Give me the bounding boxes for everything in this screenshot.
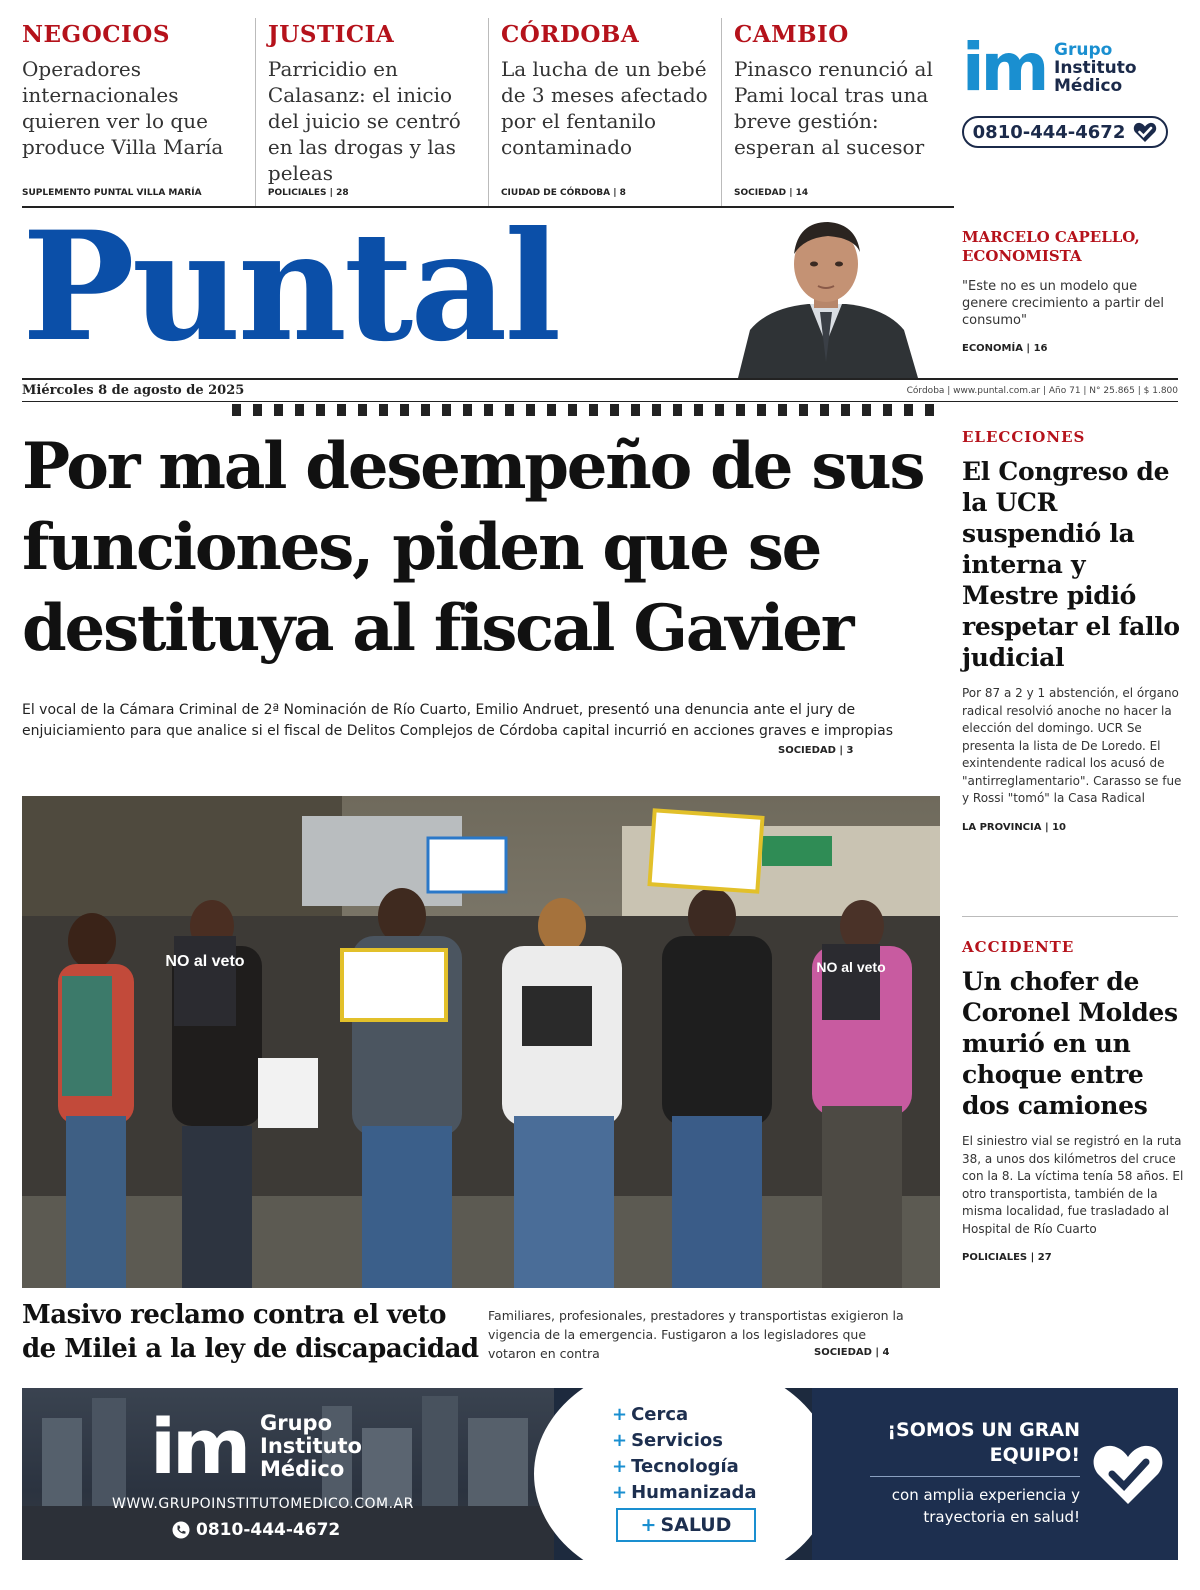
interview-name: MARCELO CAPELLO, ECONOMISTA bbox=[962, 228, 1140, 265]
protest-sign-text: NO al veto bbox=[816, 959, 886, 975]
banner-subslogan: con amplia experiencia y trayectoria en salud! bbox=[891, 1486, 1080, 1526]
teaser-negocios[interactable] bbox=[22, 18, 255, 206]
plus-icon: + bbox=[612, 1482, 628, 1503]
photo-story-body: Familiares, profesionales, prestadores y transportistas exigieron la vigencia de la emergencia. Fustigaron a los legisladores que votaron en contra bbox=[488, 1308, 904, 1361]
protest-photo[interactable] bbox=[22, 796, 940, 1288]
photo-story-ref: SOCIEDAD | 4 bbox=[814, 1347, 890, 1358]
teaser-section: JUSTICIA bbox=[267, 21, 395, 48]
teaser-ref: SUPLEMENTO PUNTAL VILLA MARÍA bbox=[22, 188, 202, 198]
banner-feature-label: Tecnología bbox=[631, 1456, 739, 1477]
im-brand-line: Grupo bbox=[1054, 40, 1113, 60]
im-brand-line: Médico bbox=[260, 1457, 345, 1481]
im-logo bbox=[962, 29, 1184, 106]
im-logo-text bbox=[260, 1412, 362, 1481]
top-teasers bbox=[22, 18, 954, 208]
teaser-section: NEGOCIOS bbox=[22, 21, 170, 48]
banner-feature-list bbox=[612, 1402, 757, 1506]
teaser-title[interactable]: Operadores internacionales quieren ver lo que produce Villa María bbox=[22, 57, 224, 159]
banner-feature-item bbox=[612, 1402, 757, 1428]
im-brand-line: Grupo bbox=[260, 1411, 333, 1435]
date-bar bbox=[22, 378, 1178, 402]
phone-icon bbox=[172, 1521, 190, 1539]
sidebar-story-accidente[interactable] bbox=[962, 938, 1184, 1263]
im-brand-line: Instituto bbox=[1054, 58, 1137, 78]
main-headline[interactable]: Por mal desempeño de sus funciones, piden que se destituya al fiscal Gavier bbox=[22, 429, 924, 666]
teaser-title[interactable]: Pinasco renunció al Pami local tras una breve gestión: esperan al sucesor bbox=[733, 57, 933, 159]
sidebar-section: ELECCIONES bbox=[962, 428, 1086, 446]
plus-icon: + bbox=[612, 1456, 628, 1477]
sidebar-section: ACCIDENTE bbox=[962, 938, 1075, 956]
banner-feature-label: Humanizada bbox=[631, 1482, 757, 1503]
heart-check-icon bbox=[1133, 121, 1157, 143]
ad-instituto-medico-top[interactable] bbox=[962, 29, 1184, 168]
dashed-divider bbox=[232, 404, 942, 416]
sidebar-story-elecciones[interactable] bbox=[962, 428, 1184, 833]
sidebar-body: El siniestro vial se registró en la ruta 38, a unos dos kilómetros del cruce con la 8. La víctima tenía 58 años. El otro transportista, también de la misma localidad, fue trasladado al Hospital de Río Cuarto bbox=[962, 1134, 1184, 1236]
protest-photo-image bbox=[22, 796, 940, 1288]
banner-feature-label: Cerca bbox=[631, 1404, 689, 1425]
main-lead: El vocal de la Cámara Criminal de 2ª Nominación de Río Cuarto, Emilio Andruet, presentó una denuncia ante el jury de enjuiciamiento para que analice si el fiscal de Delitos Complejos de Córdoba capital incurrió en acciones graves e impropias bbox=[22, 702, 894, 739]
teaser-ref: SOCIEDAD | 14 bbox=[733, 188, 809, 198]
banner-phone-number: 0810-444-4672 bbox=[196, 1520, 341, 1540]
edition-date: Miércoles 8 de agosto de 2025 bbox=[22, 383, 245, 398]
teaser-ref: POLICIALES | 28 bbox=[267, 188, 349, 198]
plus-salud-label: SALUD bbox=[660, 1514, 732, 1536]
ad-phone-pill[interactable] bbox=[962, 116, 1168, 148]
banner-feature-label: Servicios bbox=[631, 1430, 723, 1451]
sidebar-body: Por 87 a 2 y 1 abstención, el órgano radical resolvió anoche no hacer la elección del domingo. UCR Se presenta la lista de De Loredo. El exintendente radical los acusó de "antirreglamentario". Carasso se fue y Rossi "tomó" la Casa Radical bbox=[962, 686, 1182, 805]
im-logo-text bbox=[1054, 41, 1137, 95]
teaser-title[interactable]: La lucha de un bebé de 3 meses afectado por el fentanilo contaminado bbox=[500, 57, 708, 159]
banner-url[interactable]: WWW.GRUPOINSTITUTOMEDICO.COM.AR bbox=[112, 1496, 414, 1512]
banner-feature-item bbox=[612, 1428, 757, 1454]
interview-quote[interactable]: "Este no es un modelo que genere crecimiento a partir del consumo" bbox=[962, 279, 1165, 328]
banner-slogan: ¡SOMOS UN GRAN EQUIPO! bbox=[887, 1419, 1080, 1466]
plus-icon: + bbox=[640, 1514, 657, 1536]
interview-teaser[interactable] bbox=[962, 228, 1184, 354]
sidebar-divider bbox=[962, 916, 1178, 917]
teaser-cordoba[interactable] bbox=[488, 18, 721, 206]
sidebar-title[interactable]: Un chofer de Coronel Moldes murió en un choque entre dos camiones bbox=[962, 967, 1178, 1120]
newspaper-masthead[interactable]: Puntal bbox=[22, 199, 559, 375]
portrait-image bbox=[728, 212, 924, 378]
im-brand-line: Médico bbox=[1054, 76, 1123, 96]
teaser-justicia[interactable] bbox=[255, 18, 488, 206]
sidebar-title[interactable]: El Congreso de la UCR suspendió la interna y Mestre pidió respetar el fallo judicial bbox=[962, 457, 1180, 672]
teaser-section: CÓRDOBA bbox=[500, 21, 640, 48]
photo-story-title[interactable]: Masivo reclamo contra el veto de Milei a la ley de discapacidad bbox=[22, 1300, 479, 1364]
main-ref: SOCIEDAD | 3 bbox=[778, 745, 854, 756]
banner-feature-item bbox=[612, 1454, 757, 1480]
im-brand-line: Instituto bbox=[260, 1434, 362, 1458]
sidebar-ref: POLICIALES | 27 bbox=[962, 1252, 1052, 1263]
teaser-title[interactable]: Parricidio en Calasanz: el inicio del juicio se centró en las drogas y las peleas bbox=[267, 57, 461, 185]
ad-phone-number: 0810-444-4672 bbox=[972, 121, 1126, 143]
protest-sign-text: NO al veto bbox=[165, 953, 245, 970]
teaser-cambio[interactable] bbox=[721, 18, 954, 206]
banner-im-logo bbox=[150, 1401, 362, 1491]
im-logo-mark: im bbox=[962, 29, 1046, 106]
plus-salud-badge[interactable] bbox=[616, 1508, 756, 1542]
edition-info: Córdoba | www.puntal.com.ar | Año 71 | N° 25.865 | $ 1.800 bbox=[906, 385, 1178, 396]
banner-slogan-divider bbox=[870, 1476, 1080, 1477]
teaser-ref: CIUDAD DE CÓRDOBA | 8 bbox=[500, 188, 626, 198]
banner-feature-item bbox=[612, 1480, 757, 1506]
interview-portrait bbox=[728, 212, 924, 378]
plus-icon: + bbox=[612, 1404, 628, 1425]
interview-ref: ECONOMÍA | 16 bbox=[962, 343, 1048, 354]
im-logo-mark: im bbox=[150, 1401, 248, 1491]
teaser-section: CAMBIO bbox=[733, 21, 849, 48]
heart-check-icon bbox=[1092, 1442, 1164, 1506]
plus-icon: + bbox=[612, 1430, 628, 1451]
banner-phone[interactable] bbox=[172, 1520, 340, 1540]
ad-instituto-medico-banner[interactable] bbox=[22, 1388, 1178, 1560]
sidebar-ref: LA PROVINCIA | 10 bbox=[962, 821, 1067, 833]
